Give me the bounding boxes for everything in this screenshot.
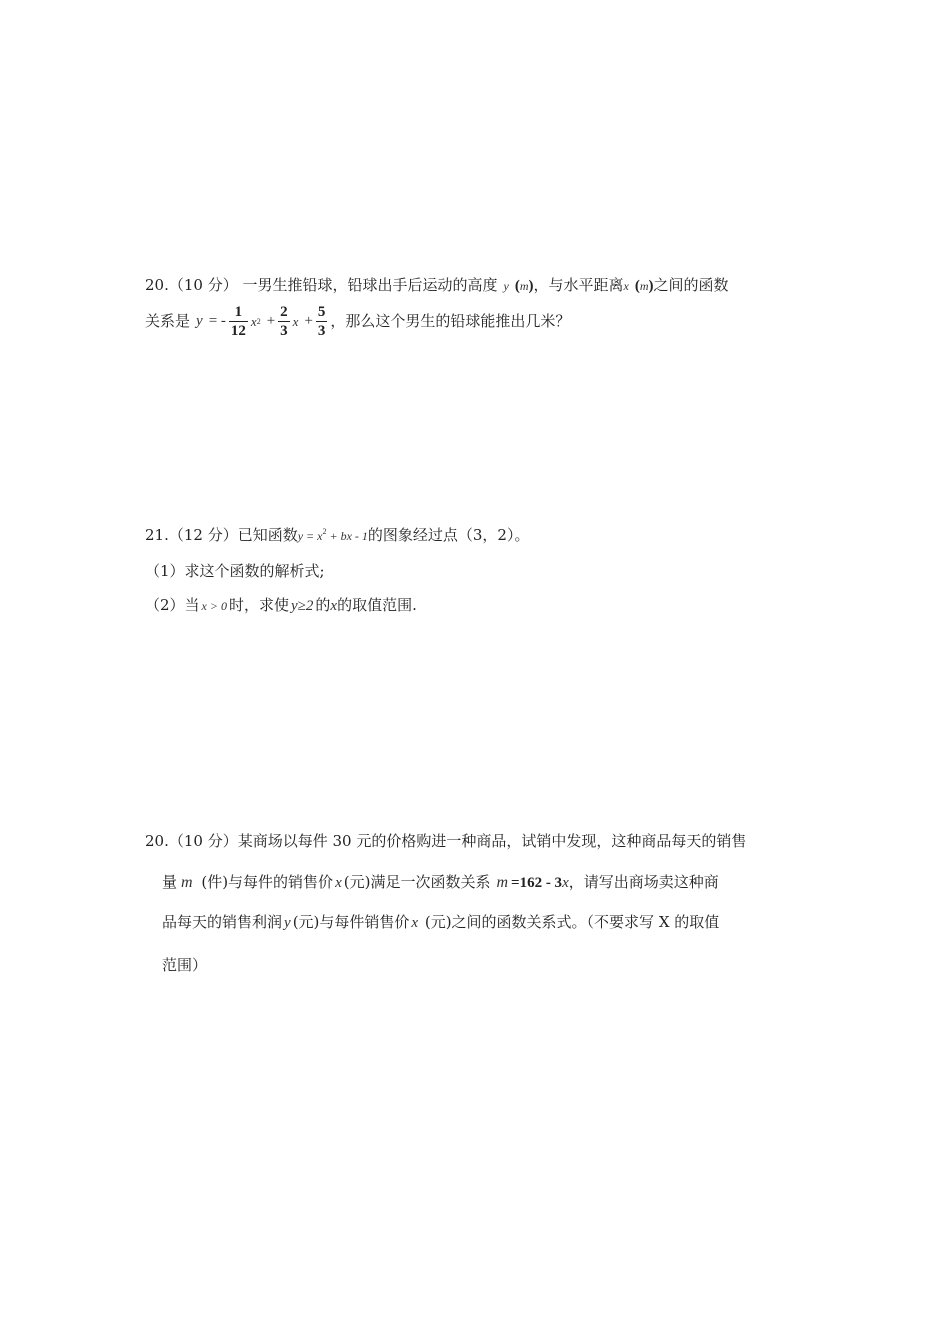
q21-text: （2）当 xyxy=(145,596,200,614)
q21-text: （1）求这个函数的解析式; xyxy=(145,562,325,580)
math-var: x xyxy=(330,598,338,614)
math-expression: y = x xyxy=(297,529,323,543)
math-var: m xyxy=(496,874,509,891)
q20a-line2 xyxy=(145,303,570,340)
q21-text: 的图象经过点（3，2）。 xyxy=(367,526,530,544)
q20a-line1 xyxy=(145,278,729,294)
q20b-line4 xyxy=(162,958,207,973)
q20b-text: (元)满足一次函数关系 xyxy=(343,873,491,891)
q20b-line3 xyxy=(162,915,719,931)
q20b-line2 xyxy=(162,875,719,891)
q20b-text: 20.（10 分）某商场以每件 30 元的价格购进一种商品，试销中发现，这种商品每天的销售 xyxy=(145,832,747,850)
fraction xyxy=(316,303,328,340)
q20b-text: (元)之间的函数关系式。（不要求写 X 的取值 xyxy=(420,913,720,931)
denominator: 12 xyxy=(230,323,246,339)
exponent: 2 xyxy=(256,316,261,326)
q21-text: 的 xyxy=(315,596,331,614)
plus-sign: + xyxy=(266,313,276,329)
numerator: 2 xyxy=(280,304,288,320)
q20a-text: ，与水平距离 xyxy=(533,276,624,294)
math-var: x xyxy=(292,314,299,329)
q21-part2 xyxy=(145,598,417,614)
math-var: x xyxy=(335,875,342,891)
math-var: x xyxy=(411,915,419,931)
math-var: y xyxy=(284,915,291,931)
fraction xyxy=(229,303,248,340)
fraction xyxy=(278,303,290,340)
math-var: y xyxy=(503,279,509,293)
q20a-text: ，那么这个男生的铅球能推出几米？ xyxy=(330,312,571,330)
math-var: y xyxy=(196,313,203,329)
math-expression: y≥2 xyxy=(291,598,314,614)
paren: ) xyxy=(528,278,534,294)
plus-sign: + xyxy=(304,313,313,329)
q20a-text: 关系是 xyxy=(145,312,191,330)
denominator: 3 xyxy=(280,323,288,339)
math-expression: + bx - 1 xyxy=(329,529,368,543)
q20b-text: ，请写出商场卖这种商 xyxy=(568,873,719,891)
math-expression: =162 - 3 xyxy=(511,875,563,891)
numerator: 1 xyxy=(234,304,243,320)
q20b-line1 xyxy=(145,834,746,849)
paren: ( xyxy=(514,278,520,294)
q21-text: 的取值范围. xyxy=(337,596,417,614)
denominator: 3 xyxy=(317,323,326,339)
math-var: m xyxy=(181,874,193,891)
numerator: 5 xyxy=(317,304,326,320)
paren: ( xyxy=(634,278,640,294)
q20b-text: 量 xyxy=(162,873,178,891)
exponent: 2 xyxy=(322,527,327,536)
q21-line1 xyxy=(145,528,529,543)
q21-text: 21.（12 分）已知函数 xyxy=(145,526,298,544)
q20b-text: (元)与每件销售价 xyxy=(292,913,410,931)
unit: m xyxy=(519,279,529,293)
q20b-text: 范围） xyxy=(162,956,208,974)
q20b-text: 品每天的销售利润 xyxy=(162,913,283,931)
paren: ) xyxy=(648,278,654,294)
q20b-text: (件)与每件的销售价 xyxy=(196,873,334,891)
math-expression: x > 0 xyxy=(201,599,227,613)
math-var: x xyxy=(250,314,257,329)
q20a-text: 之间的函数 xyxy=(653,276,729,294)
q21-part1 xyxy=(145,564,325,579)
unit: m xyxy=(639,279,649,293)
math-var: x xyxy=(562,875,569,891)
q21-text: 时，求使 xyxy=(228,596,289,614)
q20a-text: 20.（10 分） 一男生推铅球，铅球出手后运动的高度 xyxy=(145,276,498,294)
math-var: x xyxy=(623,279,629,293)
equals-sign: = - xyxy=(208,313,226,329)
